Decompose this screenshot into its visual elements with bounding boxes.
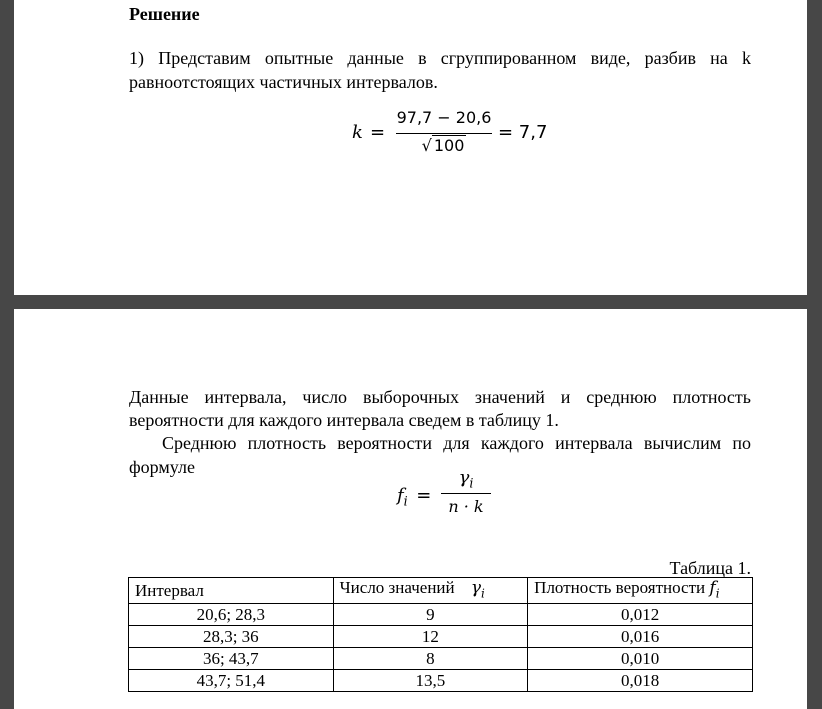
formula-denominator: n · k	[448, 497, 484, 516]
frequency-table	[128, 577, 753, 692]
formula-numerator-symbol: γ	[458, 467, 470, 488]
fraction-bar	[441, 493, 491, 494]
header-count-label: Число значений	[339, 578, 455, 597]
interval-count-formula	[352, 108, 552, 164]
cell-interval: 36; 43,7	[129, 648, 334, 670]
fraction-bar	[396, 133, 492, 134]
cell-count: 12	[333, 626, 528, 648]
cell-density: 0,016	[528, 626, 753, 648]
cell-density: 0,010	[528, 648, 753, 670]
cell-count: 9	[333, 604, 528, 626]
cell-count: 13,5	[333, 670, 528, 692]
paragraph-1-line-2: равноотстоящих частичных интервалов.	[129, 72, 438, 92]
header-density-label: Плотность вероятности	[534, 578, 706, 597]
header-density-symbol: f	[709, 578, 716, 598]
cell-count: 8	[333, 648, 528, 670]
formula-equals-sign: =	[416, 485, 432, 506]
cell-interval: 20,6; 28,3	[129, 604, 334, 626]
cell-density: 0,012	[528, 604, 753, 626]
formula-radicand: 100	[433, 136, 465, 155]
solution-heading: Решение	[129, 4, 200, 24]
paragraph-1-line-1: 1) Представим опытные данные в сгруппированном виде, разбив на k	[129, 48, 751, 68]
formula-equals-sign: =	[370, 122, 386, 143]
header-interval-label: Интервал	[135, 580, 204, 600]
header-count	[333, 578, 528, 604]
paragraph-3-line-2: формуле	[129, 457, 195, 477]
sqrt-icon: √	[421, 136, 432, 155]
density-formula	[397, 467, 517, 523]
formula-variable-k: k	[352, 122, 363, 143]
header-count-subscript: i	[481, 586, 485, 601]
formula-numerator	[441, 467, 491, 491]
formula-lhs-symbol: f	[397, 485, 404, 506]
table-row	[129, 626, 753, 648]
table-caption: Таблица 1.	[669, 558, 751, 578]
table-row	[129, 648, 753, 670]
paragraph-3-line-1: Среднюю плотность вероятности для каждого интервала вычислим по	[162, 433, 751, 453]
cell-interval: 43,7; 51,4	[129, 670, 334, 692]
formula-lhs-subscript: i	[403, 493, 408, 509]
header-density-subscript: i	[715, 586, 720, 601]
formula-numerator: 97,7 − 20,6	[396, 108, 492, 127]
formula-result: = 7,7	[498, 122, 548, 143]
formula-lhs	[397, 485, 431, 509]
paragraph-2-line-2: вероятности для каждого интервала сведем в таблицу 1.	[129, 410, 559, 430]
table-header-row	[129, 578, 753, 604]
paragraph-2-line-1: Данные интервала, число выборочных значений и среднюю плотность	[129, 387, 751, 407]
header-count-symbol: γ	[470, 578, 482, 598]
cell-interval: 28,3; 36	[129, 626, 334, 648]
cell-density: 0,018	[528, 670, 753, 692]
formula-denominator	[396, 136, 492, 155]
document-page-1	[14, 0, 807, 295]
formula-numerator-subscript: i	[469, 475, 474, 491]
table-row	[129, 670, 753, 692]
header-density	[528, 578, 753, 604]
header-interval	[129, 578, 334, 604]
table-row	[129, 604, 753, 626]
document-page-2	[14, 309, 807, 709]
